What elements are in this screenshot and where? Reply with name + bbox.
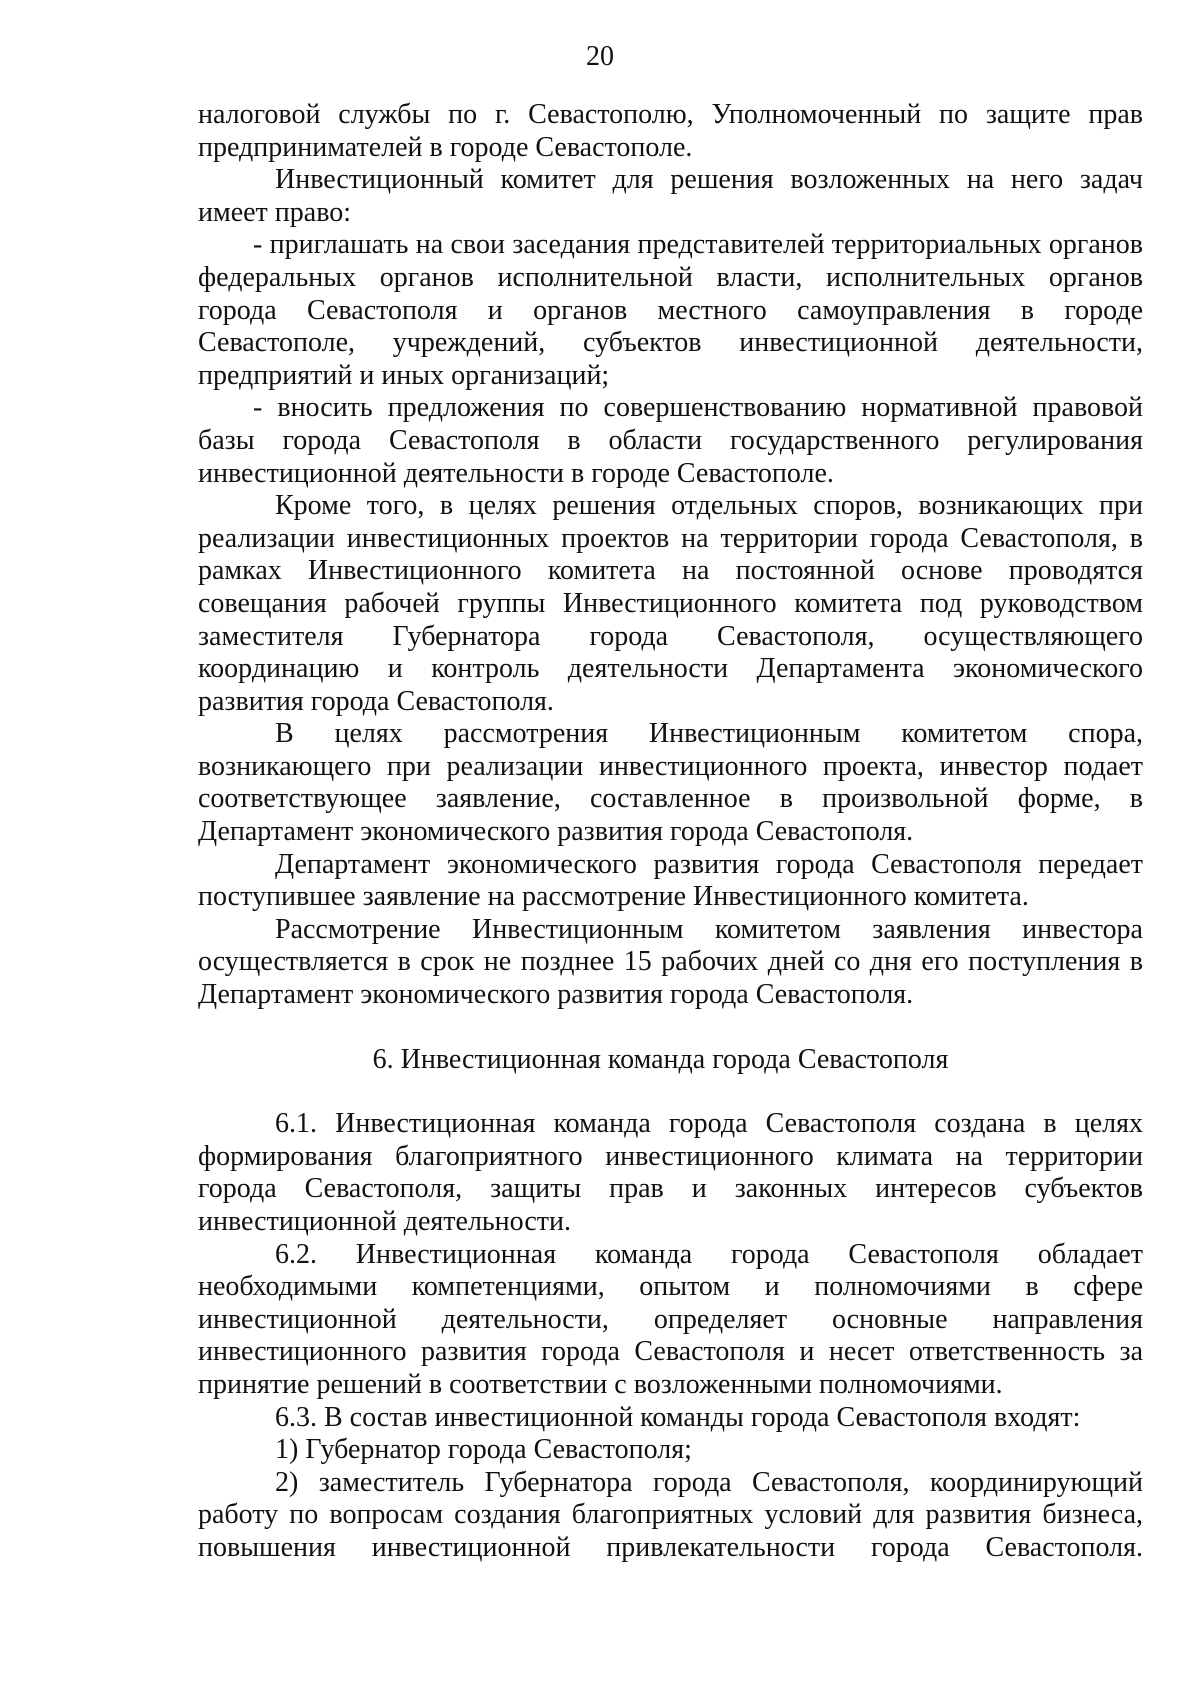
list-item-governor: 1) Губернатор города Севастополя; [275, 1434, 692, 1466]
list-item-deputy-governor: 2) заместитель Губернатора города Севастополя, координирующий работу по вопросам создания благоприятных условий для развития бизнеса, повышения инвестиционной привлекательности города Севастополя. [198, 1466, 1143, 1563]
section-heading: 6. Инвестиционная команда города Севастополя [372, 1043, 949, 1075]
clause-6-1: 6.1. Инвестиционная команда города Севастополя создана в целях формирования благоприятного инвестиционного климата на территории города Севастополя, защиты прав и законных интересов субъектов инвестиционной деятельности. [198, 1108, 1143, 1237]
paragraph-committee-rights: Инвестиционный комитет для решения возложенных на него задач имеет право: [198, 164, 1143, 228]
paragraph-investor-application: В целях рассмотрения Инвестиционным комитетом спора, возникающего при реализации инвестиционного проекта, инвестор подает соответствующее заявление, составленное в произвольной форме, в Департамент экономического развития города Севастополя. [198, 718, 1143, 848]
paragraph-continuation: налоговой службы по г. Севастополю, Уполномоченный по защите прав предпринимателей в городе Севастополе. [198, 99, 1143, 163]
list-item-proposals: - вносить предложения по совершенствованию нормативной правовой базы города Севастополя в области государственного регулирования инвестиционной деятельности в городе Севастополе. [198, 392, 1143, 489]
clause-6-2: 6.2. Инвестиционная команда города Севастополя обладает необходимыми компетенциями, опытом и полномочиями в сфере инвестиционной деятельности, определяет основные направления инвестиционного развития города Севастополя и несет ответственность за принятие решений в соответствии с возложенными полномочиями. [198, 1238, 1143, 1400]
paragraph-department-transfer: Департамент экономического развития города Севастополя передает поступившее заявление на рассмотрение Инвестиционного комитета. [198, 848, 1143, 913]
page-number: 20 [586, 41, 614, 72]
document-body [198, 99, 1143, 1565]
paragraph-review-period: Рассмотрение Инвестиционным комитетом заявления инвестора осуществляется в срок не позднее 15 рабочих дней со дня его поступления в Департамент экономического развития города Севастополя. [198, 913, 1143, 1011]
clause-6-3: 6.3. В состав инвестиционной команды города Севастополя входят: [275, 1401, 1081, 1433]
list-item-invite: - приглашать на свои заседания представителей территориальных органов федеральных органов исполнительной власти, исполнительных органов города Севастополя и органов местного самоуправления в городе Севастополе, учреждений, субъектов инвестиционной деятельности, предприятий и иных организаций; [198, 229, 1143, 391]
paragraph-disputes: Кроме того, в целях решения отдельных споров, возникающих при реализации инвестиционных проектов на территории города Севастополя, в рамках Инвестиционного комитета на постоянной основе проводятся совещания рабочей группы Инвестиционного комитета под руководством заместителя Губернатора города Севастополя, осуществляющего координацию и контроль деятельности Департамента экономического развития города Севастополя. [198, 490, 1143, 717]
